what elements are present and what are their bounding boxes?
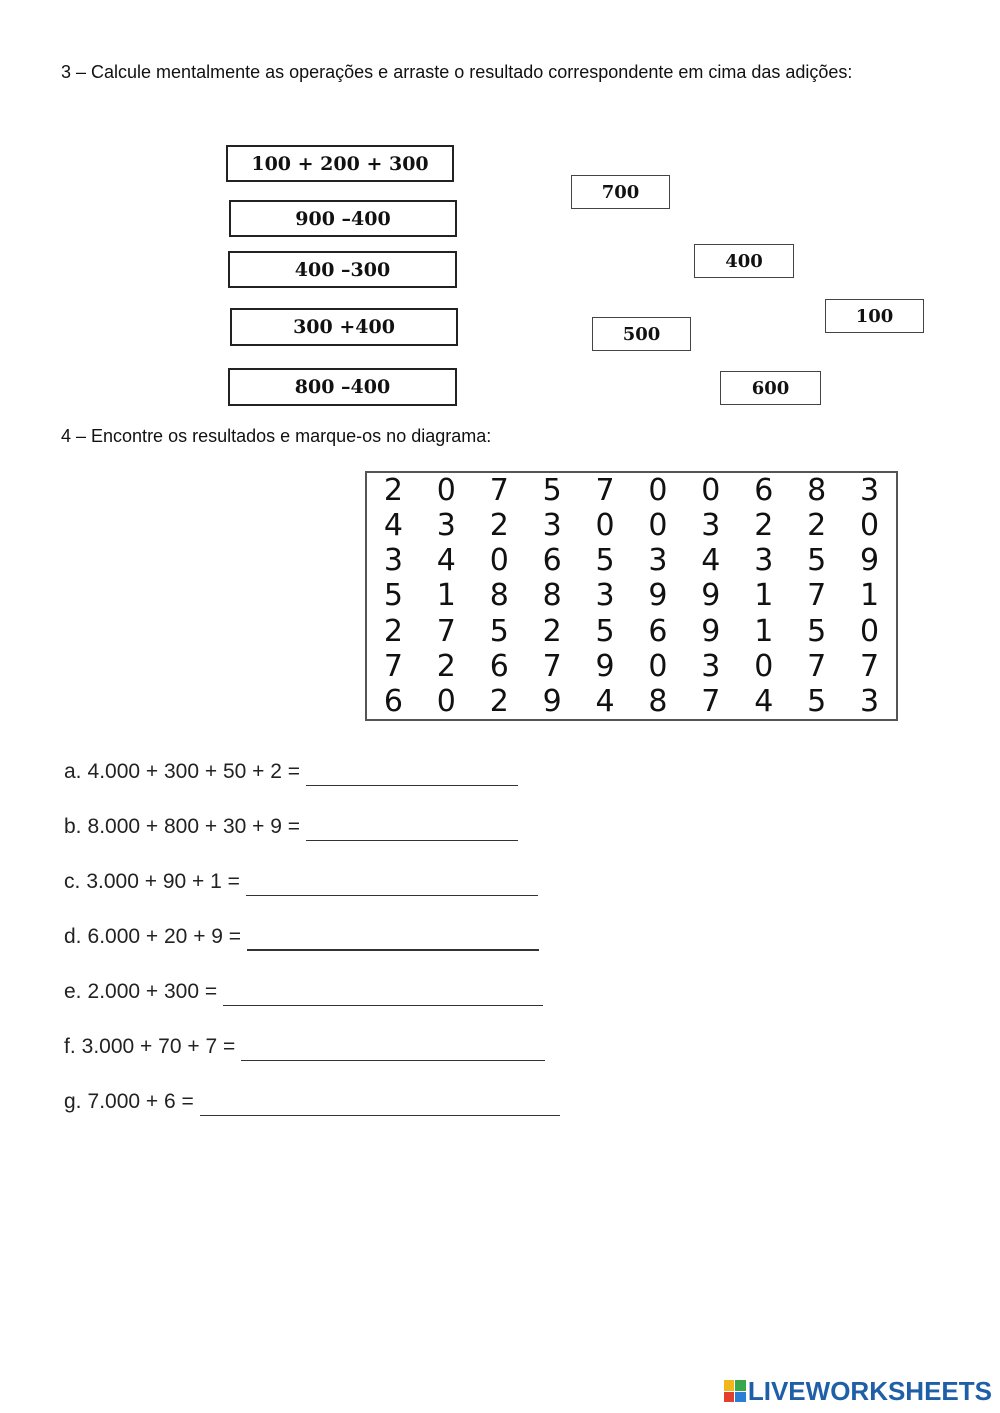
grid-cell[interactable]: 0 — [648, 473, 668, 509]
grid-cell[interactable]: 5 — [489, 613, 509, 649]
grid-cell[interactable]: 2 — [754, 508, 774, 544]
grid-cell[interactable]: 7 — [860, 648, 880, 684]
grid-cell[interactable]: 9 — [860, 543, 880, 579]
grid-cell[interactable]: 5 — [807, 613, 827, 649]
exercise-g — [64, 1087, 560, 1117]
answer-input-a[interactable] — [306, 759, 518, 786]
exercise-expression: 2.000 + 300 = — [87, 980, 218, 1003]
number-search-grid — [365, 471, 898, 721]
grid-cell[interactable]: 4 — [754, 683, 774, 719]
grid-cell[interactable]: 3 — [754, 543, 774, 579]
exercise-expression: 3.000 + 90 + 1 = — [86, 870, 240, 893]
grid-cell[interactable]: 0 — [754, 648, 774, 684]
grid-cell[interactable]: 5 — [595, 613, 615, 649]
grid-cell[interactable]: 6 — [542, 543, 562, 579]
grid-cell[interactable]: 0 — [701, 473, 721, 509]
answer-tile-400[interactable]: 400 — [694, 244, 794, 278]
answer-tile-100[interactable]: 100 — [825, 299, 924, 333]
grid-cell[interactable]: 9 — [701, 613, 721, 649]
grid-cell[interactable]: 2 — [489, 508, 509, 544]
answer-input-g[interactable] — [200, 1089, 560, 1116]
grid-cell[interactable]: 6 — [489, 648, 509, 684]
exercise-e — [64, 977, 543, 1007]
grid-cell[interactable]: 0 — [648, 508, 668, 544]
operation-box-4[interactable]: 300 +400 — [230, 308, 458, 346]
exercise-expression: 8.000 + 800 + 30 + 9 = — [87, 815, 301, 838]
operation-box-2[interactable]: 900 –400 — [229, 200, 457, 237]
grid-cell[interactable]: 7 — [436, 613, 456, 649]
answer-input-c[interactable] — [246, 869, 538, 896]
grid-cell[interactable]: 5 — [807, 683, 827, 719]
grid-cell[interactable]: 6 — [383, 683, 403, 719]
exercise-label: f. — [64, 1035, 76, 1058]
grid-cell[interactable]: 9 — [648, 578, 668, 614]
grid-cell[interactable]: 0 — [436, 473, 456, 509]
grid-cell[interactable]: 7 — [807, 648, 827, 684]
grid-cell[interactable]: 1 — [436, 578, 456, 614]
grid-cell[interactable]: 7 — [489, 473, 509, 509]
answer-input-e[interactable] — [223, 979, 543, 1006]
exercise-label: g. — [64, 1090, 82, 1113]
grid-cell[interactable]: 5 — [807, 543, 827, 579]
grid-cell[interactable]: 1 — [754, 613, 774, 649]
exercise-a — [64, 757, 518, 787]
grid-cell[interactable]: 3 — [436, 508, 456, 544]
grid-cell[interactable]: 3 — [383, 543, 403, 579]
exercise-label: a. — [64, 760, 82, 783]
grid-cell[interactable]: 8 — [648, 683, 668, 719]
grid-cell[interactable]: 2 — [489, 683, 509, 719]
grid-cell[interactable]: 3 — [701, 508, 721, 544]
grid-cell[interactable]: 3 — [860, 473, 880, 509]
grid-cell[interactable]: 7 — [701, 683, 721, 719]
grid-cell[interactable]: 2 — [383, 613, 403, 649]
grid-cell[interactable]: 5 — [595, 543, 615, 579]
answer-input-b[interactable] — [306, 814, 518, 841]
grid-cell[interactable]: 2 — [807, 508, 827, 544]
exercise-expression: 6.000 + 20 + 9 = — [87, 925, 242, 948]
grid-cell[interactable]: 2 — [383, 473, 403, 509]
logo-squares-icon — [724, 1380, 746, 1402]
grid-cell[interactable]: 4 — [383, 508, 403, 544]
grid-cell[interactable]: 9 — [542, 683, 562, 719]
answer-input-d[interactable] — [247, 923, 539, 951]
grid-cell[interactable]: 2 — [542, 613, 562, 649]
exercise-label: d. — [64, 925, 82, 948]
exercise-label: c. — [64, 870, 81, 893]
grid-cell[interactable]: 7 — [542, 648, 562, 684]
exercise-c — [64, 867, 538, 897]
answer-tile-500[interactable]: 500 — [592, 317, 691, 351]
exercise-expression: 7.000 + 6 = — [87, 1090, 194, 1113]
exercise-d — [64, 922, 539, 952]
grid-cell[interactable]: 3 — [701, 648, 721, 684]
grid-cell[interactable]: 7 — [807, 578, 827, 614]
grid-cell[interactable]: 0 — [648, 648, 668, 684]
liveworksheets-logo — [724, 1375, 992, 1407]
grid-cell[interactable]: 7 — [595, 473, 615, 509]
grid-cell[interactable]: 3 — [648, 543, 668, 579]
grid-cell[interactable]: 6 — [754, 473, 774, 509]
answer-tile-700[interactable]: 700 — [571, 175, 670, 209]
grid-cell[interactable]: 3 — [860, 683, 880, 719]
question-3-instructions: 3 – Calcule mentalmente as operações e arraste o resultado correspondente em cima das adições: — [61, 62, 853, 82]
grid-cell[interactable]: 9 — [595, 648, 615, 684]
exercise-b — [64, 812, 518, 842]
logo-text: LIVEWORKSHEETS — [747, 1375, 992, 1406]
operation-box-1[interactable]: 100 + 200 + 300 — [226, 145, 454, 182]
grid-cell[interactable]: 4 — [436, 543, 456, 579]
operation-box-5[interactable]: 800 –400 — [228, 368, 457, 406]
grid-cell[interactable]: 2 — [436, 648, 456, 684]
question-4-instructions: 4 – Encontre os resultados e marque-os no diagrama: — [61, 426, 492, 446]
grid-cell[interactable]: 3 — [595, 578, 615, 614]
grid-cell[interactable]: 6 — [648, 613, 668, 649]
answer-tile-600[interactable]: 600 — [720, 371, 821, 405]
grid-cell[interactable]: 1 — [754, 578, 774, 614]
grid-cell[interactable]: 0 — [436, 683, 456, 719]
grid-cell[interactable]: 0 — [595, 508, 615, 544]
grid-cell[interactable]: 3 — [542, 508, 562, 544]
grid-cell[interactable]: 0 — [860, 613, 880, 649]
operation-box-3[interactable]: 400 –300 — [228, 251, 457, 288]
exercise-expression: 3.000 + 70 + 7 = — [81, 1035, 236, 1058]
grid-cell[interactable]: 4 — [701, 543, 721, 579]
grid-cell[interactable]: 1 — [860, 578, 880, 614]
answer-input-f[interactable] — [241, 1034, 545, 1061]
grid-cell[interactable]: 0 — [860, 508, 880, 544]
grid-cell[interactable]: 0 — [489, 543, 509, 579]
grid-cell[interactable]: 5 — [542, 473, 562, 509]
exercise-label: b. — [64, 815, 82, 838]
grid-cell[interactable]: 9 — [701, 578, 721, 614]
grid-cell[interactable]: 8 — [807, 473, 827, 509]
grid-cell[interactable]: 5 — [383, 578, 403, 614]
exercise-expression: 4.000 + 300 + 50 + 2 = — [87, 760, 301, 783]
grid-cell[interactable]: 8 — [489, 578, 509, 614]
grid-cell[interactable]: 4 — [595, 683, 615, 719]
grid-cell[interactable]: 7 — [383, 648, 403, 684]
exercise-label: e. — [64, 980, 82, 1003]
grid-cell[interactable]: 8 — [542, 578, 562, 614]
exercise-f — [64, 1032, 545, 1062]
